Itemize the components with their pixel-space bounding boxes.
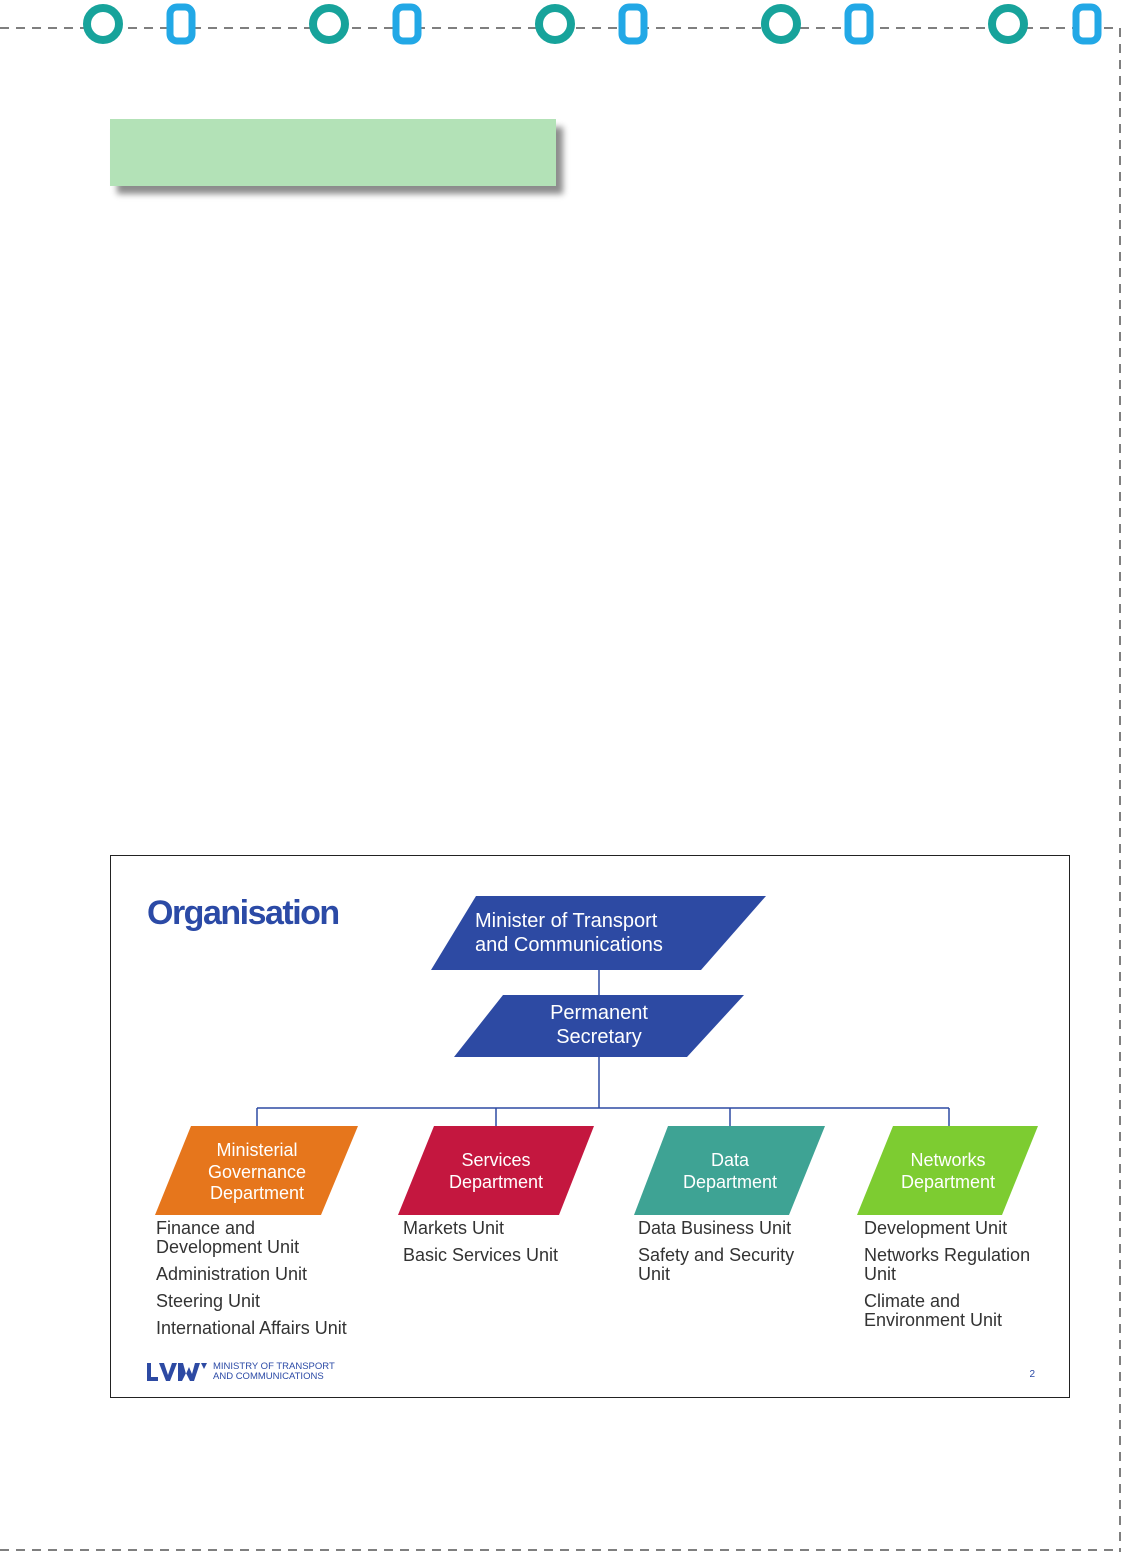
unit-item: Data Business Unit: [638, 1218, 792, 1238]
binder-slot-icon: [1076, 7, 1098, 41]
units-list-services: [403, 1219, 633, 1273]
permanent-secretary-label: Permanent Secretary: [550, 1002, 648, 1048]
units-list-data: [638, 1219, 868, 1292]
page-number: 2: [1029, 1369, 1035, 1380]
unit-item: Development Unit: [864, 1218, 1008, 1238]
label-box: [110, 119, 556, 186]
lvm-logo-icon: [147, 1362, 209, 1382]
dept-label-data: Data Department: [682, 1150, 778, 1192]
unit-item: Markets Unit: [403, 1218, 505, 1238]
slide-organisation-chart: [110, 855, 1070, 1398]
binder-ring-icon: [87, 8, 119, 40]
binder-ring-icon: [539, 8, 571, 40]
binder-slot-icon: [622, 7, 644, 41]
binder-ring-icon: [765, 8, 797, 40]
binder-slot-icon: [170, 7, 192, 41]
unit-item: Steering Unit: [156, 1291, 261, 1311]
minister-box-label: Minister of Transport and Communications: [475, 910, 663, 956]
ministry-logo-text: MINISTRY OF TRANSPORT AND COMMUNICATIONS: [213, 1361, 335, 1382]
unit-item: Finance and Development Unit: [156, 1218, 300, 1257]
units-list-networks: [864, 1219, 1094, 1338]
binder-slot-icon: [396, 7, 418, 41]
binder-slot-icon: [848, 7, 870, 41]
units-list-ministerial-governance: [156, 1219, 386, 1346]
binder-ring-icon: [313, 8, 345, 40]
unit-item: Basic Services Unit: [403, 1245, 559, 1265]
dept-label-networks: Networks Department: [900, 1150, 996, 1192]
ministry-logo: [147, 1362, 335, 1382]
unit-item: International Affairs Unit: [156, 1318, 347, 1338]
unit-item: Administration Unit: [156, 1264, 308, 1284]
dept-label-ministerial-governance: Ministerial Governance Department: [207, 1140, 307, 1204]
slide-title: Organisation: [147, 894, 339, 932]
dept-label-services: Services Department: [448, 1150, 544, 1192]
unit-item: Climate and Environment Unit: [864, 1291, 1003, 1330]
unit-item: Networks Regulation Unit: [864, 1245, 1031, 1284]
binder-rings: [87, 7, 1098, 41]
binder-ring-icon: [992, 8, 1024, 40]
unit-item: Safety and Security Unit: [638, 1245, 795, 1284]
